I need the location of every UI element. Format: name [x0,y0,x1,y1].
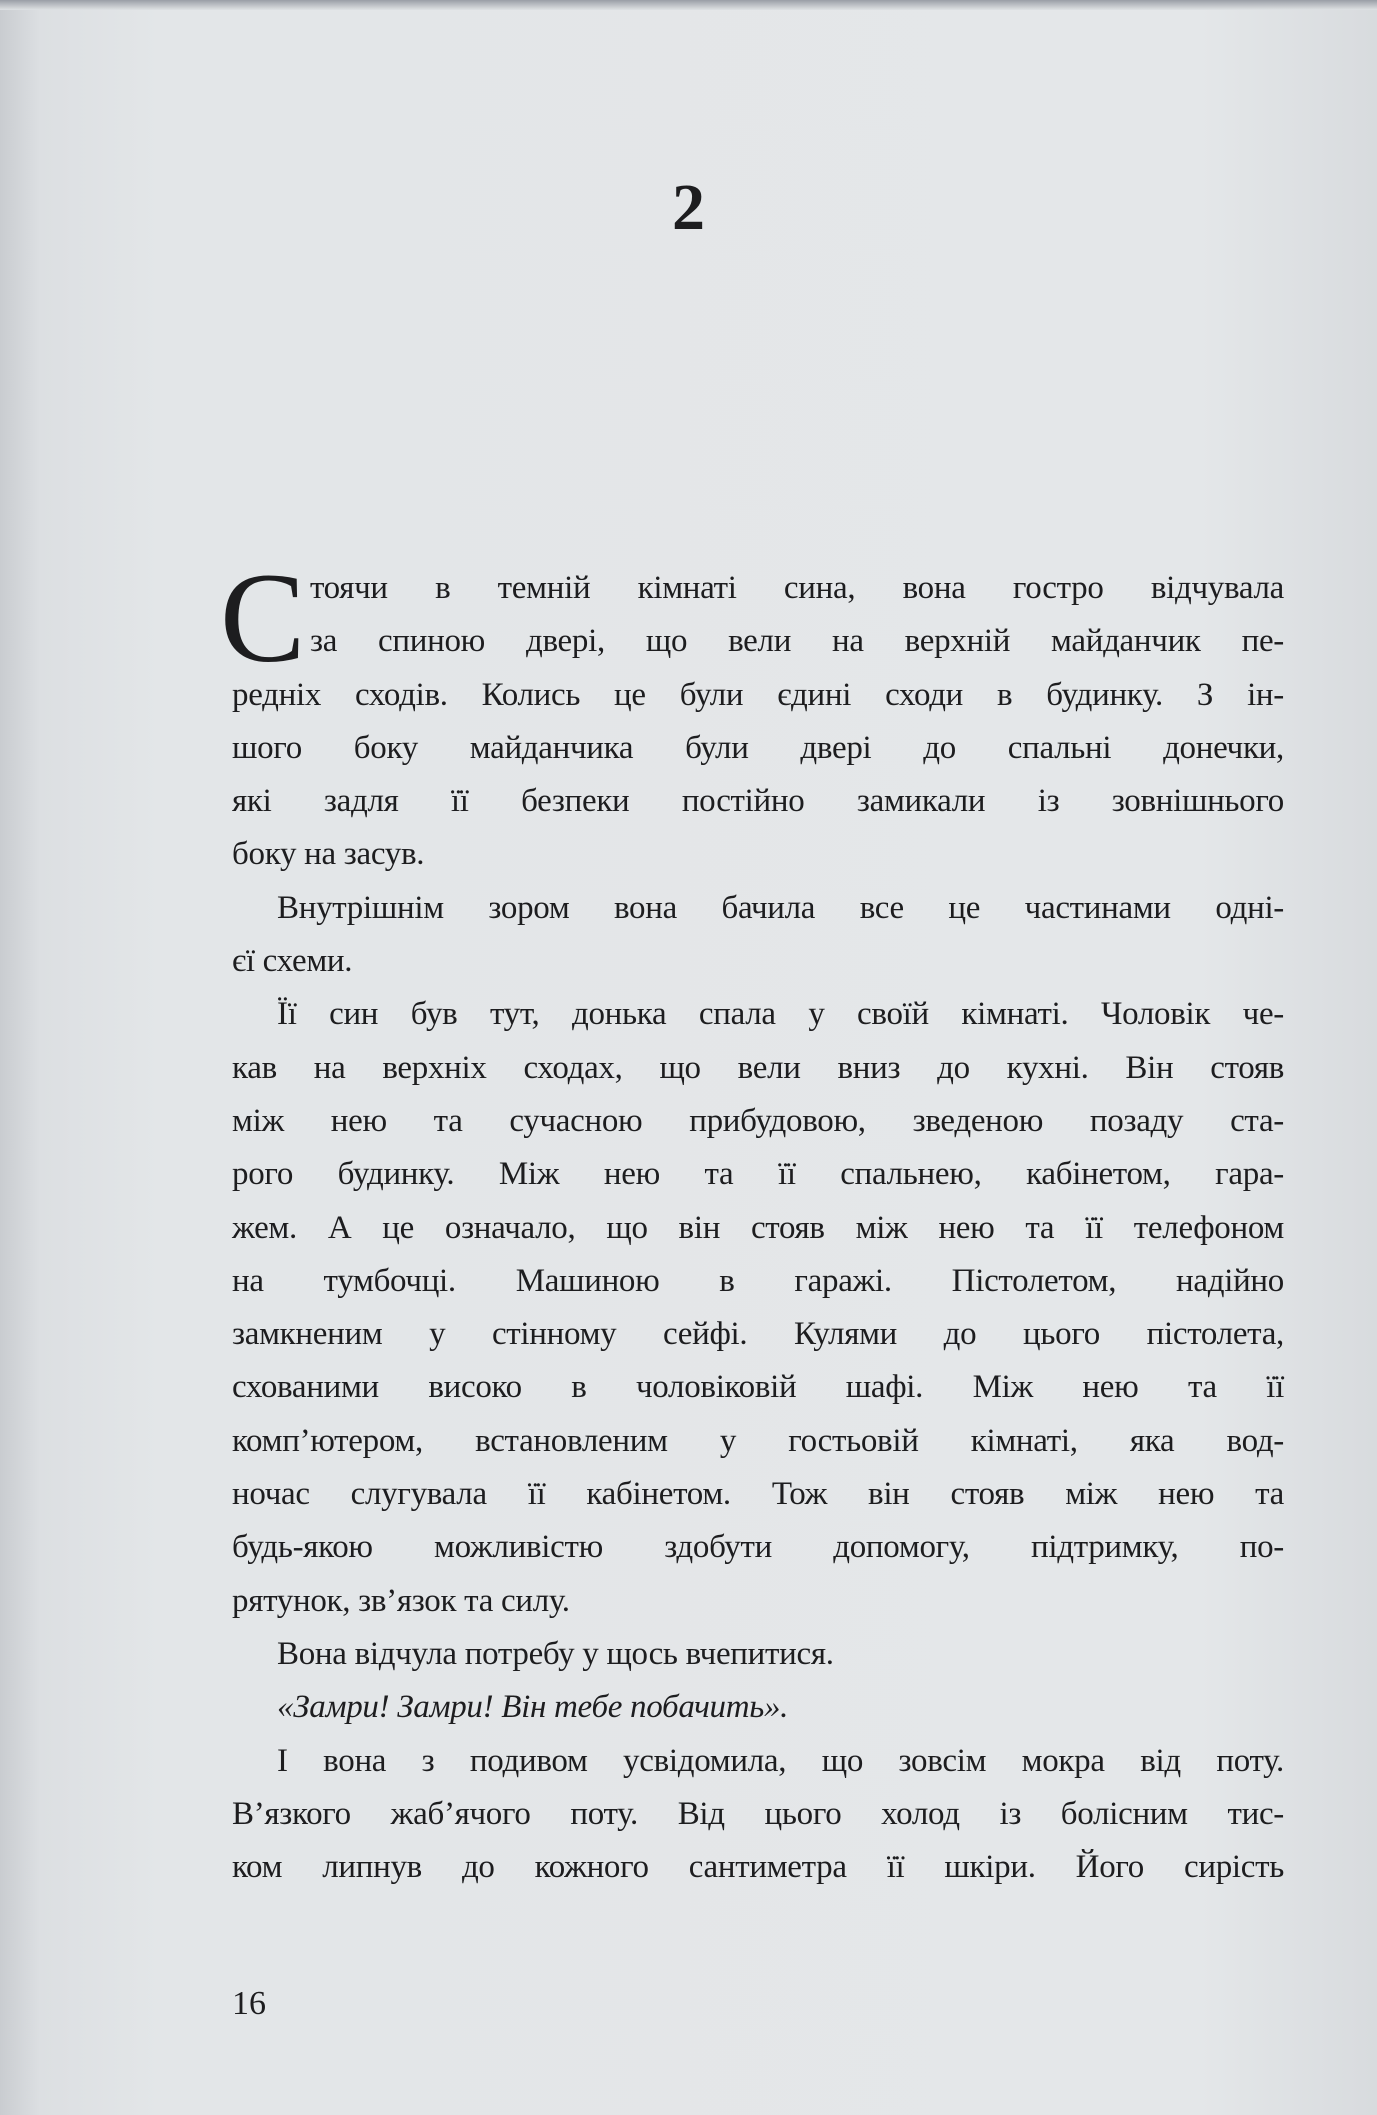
text-line: за спиною двері, що вели на верхній майданчик пе- [310,623,1284,660]
paragraph [232,882,1284,989]
paragraph [232,1681,1284,1734]
text-line: ком липнув до кожного сантиметра її шкіри. Його сирість [232,1849,1284,1886]
text-line: Її син був тут, донька спала у своїй кімнаті. Чоловік че- [277,996,1284,1033]
text-line: будь-якою можливістю здобути допомогу, підтримку, по- [232,1529,1284,1566]
text-line: Внутрішнім зором вона бачила все це частинами одні- [277,889,1284,926]
text-line: єї схеми. [232,943,353,980]
text-line: боку на засув. [232,836,425,873]
chapter-number: 2 [672,171,705,244]
text-line: які задля її безпеки постійно замикали із зовнішнього [232,783,1284,820]
text-line: кав на верхніх сходах, що вели вниз до кухні. Він стояв [232,1049,1284,1086]
text-line: жем. А це означало, що він стояв між нею та її телефоном [232,1209,1284,1246]
text-line: шого боку майданчика були двері до спальні донечки, [232,729,1284,766]
text-line: рятунок, зв’язок та силу. [232,1582,570,1619]
paragraph [232,1735,1284,1895]
text-line: ночас слугувала її кабінетом. Тож він стояв між нею та [232,1476,1284,1513]
text-line: тоячи в темній кімнаті сина, вона гостро відчувала [310,570,1284,606]
page-number: 16 [232,1985,266,2022]
text-line: «Замри! Замри! Він тебе побачить». [277,1689,789,1726]
text-line: на тумбочці. Машиною в гаражі. Пістолетом, надійно [232,1262,1284,1299]
paragraph [232,988,1284,1628]
body-text [220,547,1284,1894]
text-line: В’язкого жаб’ячого поту. Від цього холод із болісним тис- [232,1795,1284,1832]
text-line: рого будинку. Між нею та її спальнею, кабінетом, гара- [232,1156,1284,1193]
paragraph [220,547,1284,882]
paragraph [232,1628,1284,1681]
text-line: редніх сходів. Колись це були єдині сходи в будинку. З ін- [232,676,1284,713]
text-line: схованими високо в чоловіковій шафі. Між нею та її [232,1369,1284,1406]
drop-cap: С [220,547,306,689]
text-line: між нею та сучасною прибудовою, зведеною позаду ста- [232,1102,1284,1139]
page-top-edge [0,0,1377,10]
text-line: замкненим у стінному сейфі. Кулями до цього пістолета, [232,1316,1284,1353]
text-line: Вона відчула потребу у щось вчепитися. [277,1635,834,1672]
text-line: комп’ютером, встановленим у гостьовій кімнаті, яка вод- [232,1422,1284,1459]
text-line: І вона з подивом усвідомила, що зовсім мокра від поту. [277,1742,1284,1779]
